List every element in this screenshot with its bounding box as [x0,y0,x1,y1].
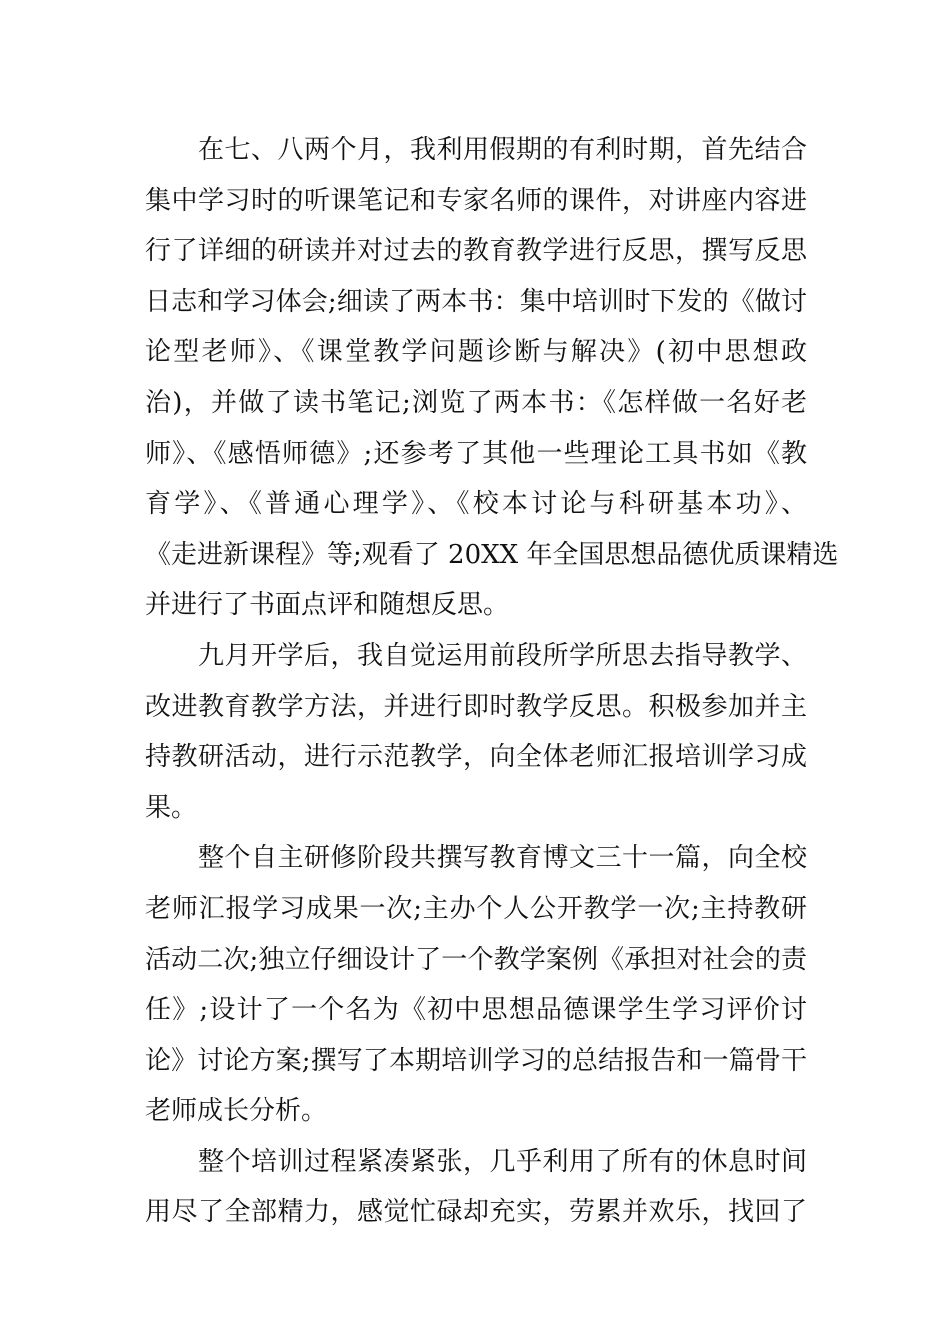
text-line: 任》;设计了一个名为《初中思想品德课学生学习评价讨 [145,995,807,1026]
text-line: 治)，并做了读书笔记;浏览了两本书：《怎样做一名好老 [145,387,807,418]
text-line: 集中学习时的听课笔记和专家名师的课件，对讲座内容进 [145,185,807,216]
text-line: 改进教育教学方法，并进行即时教学反思。积极参加并主 [145,691,807,722]
text-line: 在七、八两个月，我利用假期的有利时期，首先结合 [198,135,807,165]
text-line: 用尽了全部精力，感觉忙碌却充实，劳累并欢乐，找回了 [145,1197,807,1228]
text-line: 论》讨论方案;撰写了本期培训学习的总结报告和一篇骨干 [145,1045,807,1076]
paragraph-september-teaching [145,631,807,833]
paragraph-summer-study [145,125,839,631]
text-line: 整个自主研修阶段共撰写教育博文三十一篇，向全校 [198,843,807,874]
text-line: 整个培训过程紧凑紧张，几乎利用了所有的休息时间 [198,1146,807,1177]
text-line: 师》、《感悟师德》;还参考了其他一些理论工具书如《教 [145,438,807,469]
text-line: 持教研活动，进行示范教学，向全体老师汇报培训学习成 [145,742,807,773]
text-line: 老师汇报学习成果一次;主办个人公开教学一次;主持教研 [145,893,807,924]
text-line: 日志和学习体会;细读了两本书：集中培训时下发的《做讨 [145,286,807,317]
text-line: 老师成长分析。 [145,1096,328,1127]
text-line: 论型老师》、《课堂教学问题诊断与解决》(初中思想政 [145,337,807,368]
paragraph-self-study-results [145,833,807,1137]
text-line: 《走进新课程》等;观看了 20XX 年全国思想品德优质课精选 [145,539,839,570]
text-line: 行了详细的研读并对过去的教育教学进行反思，撰写反思 [145,236,807,267]
document-body [145,125,839,1238]
text-line: 果。 [145,792,198,823]
text-line: 活动二次;独立仔细设计了一个教学案例《承担对社会的责 [145,944,807,975]
text-line: 九月开学后，我自觉运用前段所学所思去指导教学、 [198,640,807,671]
text-line: 育学》、《普通心理学》、《校本讨论与科研基本功》、 [145,489,807,520]
paragraph-training-reflection [145,1137,807,1238]
text-line: 并进行了书面点评和随想反思。 [145,590,510,621]
